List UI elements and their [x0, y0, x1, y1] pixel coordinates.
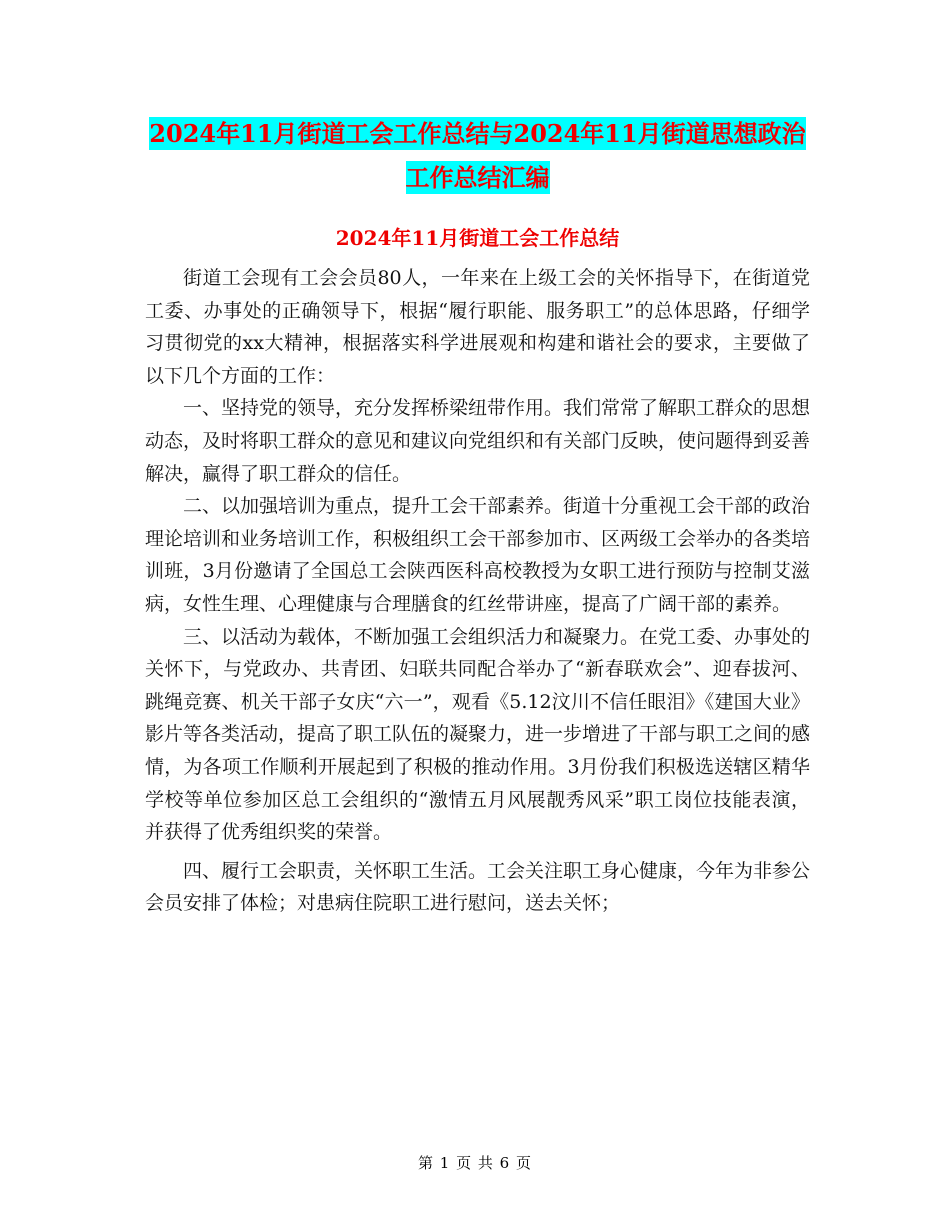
paragraph-4: 四、履行工会职责，关怀职工生活。工会关注职工身心健康，今年为非参公会员安排了体检；对患病住院职工进行慰问，送去关怀； — [145, 859, 811, 915]
paragraph-intro: 街道工会现有工会会员80人，一年来在上级工会的关怀指导下，在街道党工委、办事处的正确领导下，根据“履行职能、服务职工”的总体思路，仔细学习贯彻党的xx大精神，根据落实科学进展观和构建和谐社会的要求，主要做了以下几个方面的工作： — [145, 267, 810, 387]
paragraph-3: 三、以活动为载体，不断加强工会组织活力和凝聚力。在党工委、办事处的关怀下，与党政办、共青团、妇联共同配合举办了“新春联欢会”、迎春拔河、跳绳竞赛、机关干部子女庆“六一”，观看《5.12汶川不信任眼泪》《建国大业》影片等各类活动，提高了职工队伍的凝聚力，进一步增进了干部与职工之间的感情，为各项工作顺利开展起到了积极的推动作用。3月份我们积极选送辖区精华学校等单位参加区总工会组织的“激情五月风展靓秀风采”职工岗位技能表演，并获得了优秀组织奖的荣誉。 — [145, 625, 811, 844]
paragraph-1: 一、坚持党的领导，充分发挥桥梁纽带作用。我们常常了解职工群众的思想动态，及时将职工群众的意见和建议向党组织和有关部门反映，使问题得到妥善解决，赢得了职工群众的信任。 — [145, 397, 811, 485]
document-body — [145, 262, 810, 920]
section-title: 2024年11月街道工会工作总结 — [335, 226, 620, 250]
document-title-text: 2024年11月街道工会工作总结与2024年11月街道思想政治工作总结汇编 — [149, 119, 806, 192]
document-title — [145, 112, 810, 200]
paragraph-2: 二、以加强培训为重点，提升工会干部素养。街道十分重视工会干部的政治理论培训和业务培训工作，积极组织工会干部参加市、区两级工会举办的各类培训班，3月份邀请了全国总工会陕西医科高校教授为女职工进行预防与控制艾滋病，女性生理、心理健康与合理膳食的红丝带讲座，提高了广阔干部的素养。 — [145, 495, 811, 615]
page-footer: 第 1 页 共 6 页 — [418, 1154, 532, 1172]
